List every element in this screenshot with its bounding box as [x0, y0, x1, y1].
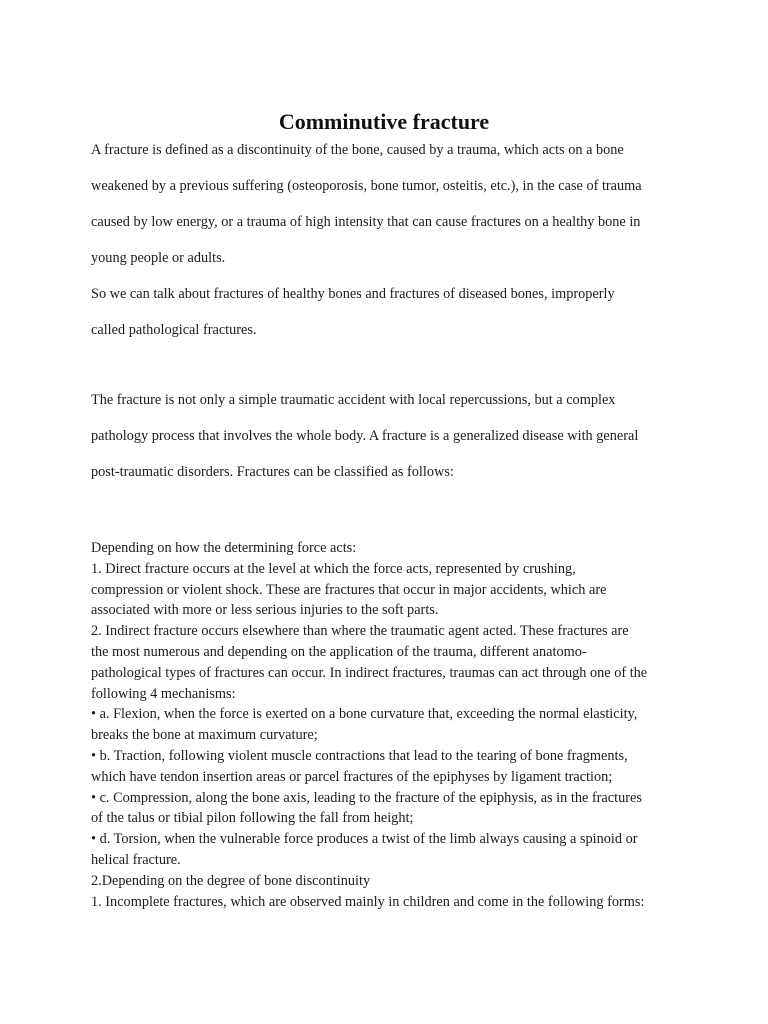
text-line: young people or adults. [91, 250, 226, 266]
text-line: weakened by a previous suffering (osteoporosis, bone tumor, osteitis, etc.), in the case of trauma [91, 178, 642, 194]
text-line: breaks the bone at maximum curvature; [91, 727, 318, 744]
text-line: called pathological fractures. [91, 322, 257, 338]
text-line: 2. Indirect fracture occurs elsewhere than where the traumatic agent acted. These fractures are [91, 623, 629, 640]
text-line: 1. Direct fracture occurs at the level at which the force acts, represented by crushing, [91, 560, 576, 577]
text-line: 1. Incomplete fractures, which are observed mainly in children and come in the following forms: [91, 893, 645, 910]
text-line: So we can talk about fractures of healthy bones and fractures of diseased bones, improperly [91, 286, 615, 302]
text-line: the most numerous and depending on the application of the trauma, different anatomo- [91, 643, 587, 660]
text-line: 2.Depending on the degree of bone discontinuity [91, 872, 371, 889]
paragraph-definition [91, 132, 691, 348]
text-line: • d. Torsion, when the vulnerable force produces a twist of the limb always causing a spinoid or [91, 831, 638, 848]
text-line: pathological types of fractures can occur. In indirect fractures, traumas can act through one of the [91, 664, 648, 681]
text-line: which have tendon insertion areas or parcel fractures of the epiphyses by ligament traction; [91, 768, 613, 785]
text-line: The fracture is not only a simple traumatic accident with local repercussions, but a complex [91, 392, 616, 408]
text-line: of the talus or tibial pilon following the fall from height; [91, 810, 414, 827]
text-line: associated with more or less serious injuries to the soft parts. [91, 602, 439, 619]
paragraph-overview [91, 382, 691, 490]
text-line: • a. Flexion, when the force is exerted on a bone curvature that, exceeding the normal elasticity, [91, 706, 638, 723]
text-line: Depending on how the determining force acts: [91, 540, 357, 556]
paragraph-classification [91, 538, 691, 912]
text-line: pathology process that involves the whole body. A fracture is a generalized disease with general [91, 428, 639, 444]
text-line: post-traumatic disorders. Fractures can be classified as follows: [91, 464, 454, 480]
text-line: following 4 mechanisms: [91, 685, 236, 702]
text-line: • b. Traction, following violent muscle contractions that lead to the tearing of bone fragments, [91, 747, 628, 764]
text-line: A fracture is defined as a discontinuity of the bone, caused by a trauma, which acts on a bone [91, 142, 624, 158]
document-title: Comminutive fracture [278, 108, 490, 134]
text-line: • c. Compression, along the bone axis, leading to the fracture of the epiphysis, as in the fractures [91, 789, 642, 806]
text-line: caused by low energy, or a trauma of high intensity that can cause fractures on a healthy bone in [91, 214, 641, 230]
text-line: helical fracture. [91, 851, 181, 868]
text-line: compression or violent shock. These are fractures that occur in major accidents, which are [91, 581, 607, 598]
